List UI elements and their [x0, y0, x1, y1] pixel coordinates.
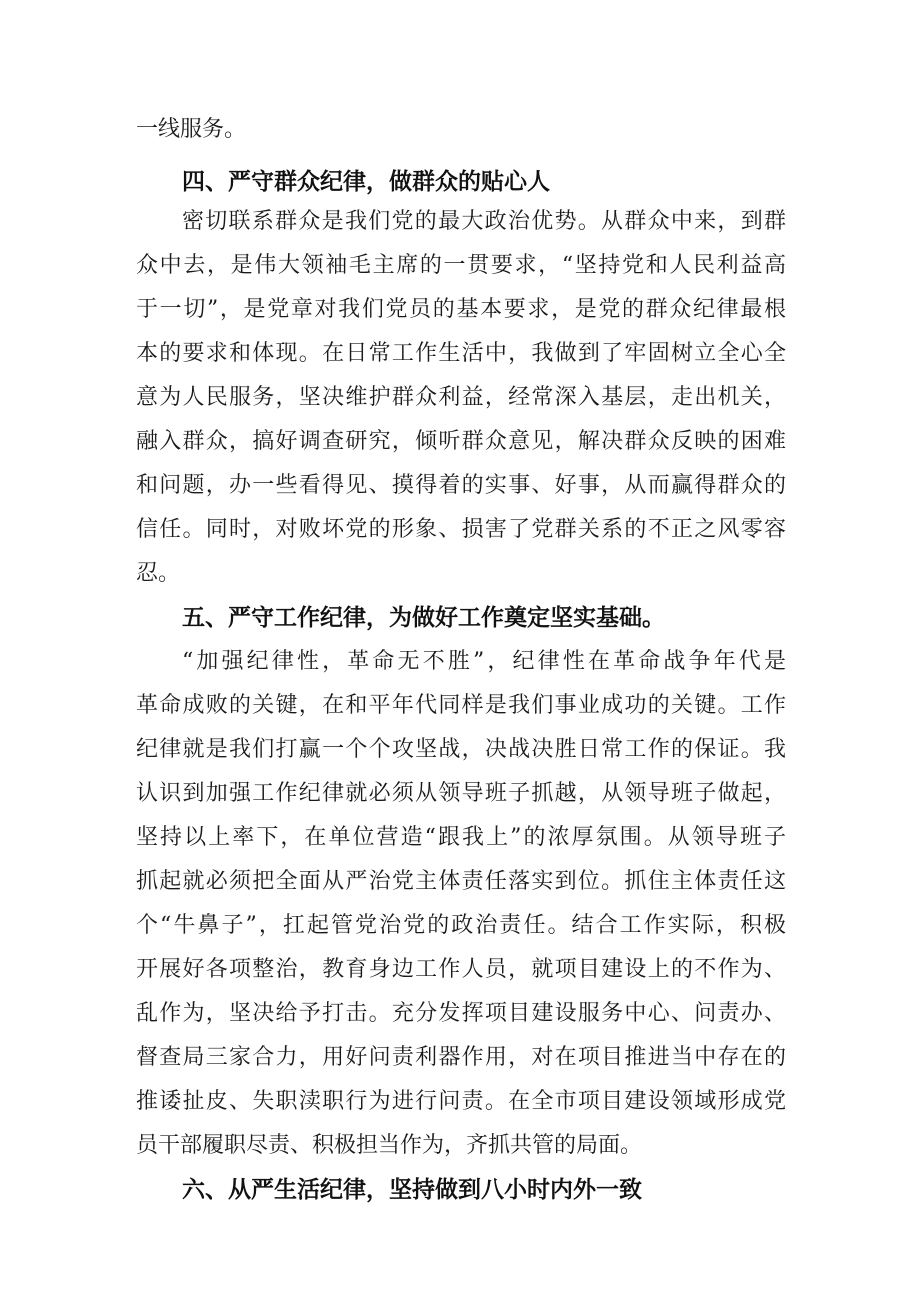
paragraph-line: 和问题，办一些看得见、摸得着的实事、好事，从而赢得群众的 [136, 473, 786, 498]
paragraph-line: 认识到加强工作纪律就必须从领导班子抓越，从领导班子做起， [136, 781, 786, 806]
paragraph-line: 忍。 [136, 561, 181, 586]
paragraph-line: 革命成败的关键，在和平年代同样是我们事业成功的关键。工作 [136, 693, 786, 718]
paragraph-line: 于一切”，是党章对我们党员的基本要求，是党的群众纪律最根 [136, 297, 786, 322]
paragraph-line: 督查局三家合力，用好问责利器作用，对在项目推进当中存在的 [136, 1045, 786, 1070]
paragraph-line: 乱作为，坚决给予打击。充分发挥项目建设服务中心、问责办、 [136, 1001, 786, 1026]
paragraph-line: 融入群众，搞好调查研究，倾听群众意见，解决群众反映的困难 [136, 429, 786, 454]
paragraph-line: 员干部履职尽责、积极担当作为，齐抓共管的局面。 [136, 1133, 643, 1158]
section-heading-4: 四、严守群众纪律，做群众的贴心人 [182, 169, 550, 195]
paragraph-line: 个“牛鼻子”，扛起管党治党的政治责任。结合工作实际，积极 [136, 913, 786, 938]
paragraph-line: 本的要求和体现。在日常工作生活中，我做到了牢固树立全心全 [136, 341, 786, 366]
paragraph-line: 密切联系群众是我们党的最大政治优势。从群众中来，到群 [182, 209, 786, 234]
paragraph-line: 坚持以上率下，在单位营造“跟我上”的浓厚氛围。从领导班子 [136, 825, 786, 850]
paragraph-line: 纪律就是我们打赢一个个攻坚战，决战决胜日常工作的保证。我 [136, 737, 786, 762]
section-heading-6: 六、从严生活纪律，坚持做到八小时内外一致 [182, 1177, 642, 1203]
paragraph-line: 信任。同时，对败坏党的形象、损害了党群关系的不正之风零容 [136, 517, 786, 542]
paragraph-line: 抓起就必须把全面从严治党主体责任落实到位。抓住主体责任这 [136, 869, 786, 894]
paragraph-line: “加强纪律性，革命无不胜”，纪律性在革命战争年代是 [182, 649, 786, 674]
section-heading-5: 五、严守工作纪律，为做好工作奠定坚实基础。 [182, 605, 665, 631]
paragraph-line: 推诿扯皮、失职渎职行为进行问责。在全市项目建设领域形成党 [136, 1089, 786, 1114]
paragraph-line: 意为人民服务，坚决维护群众利益，经常深入基层，走出机关， [136, 385, 786, 410]
paragraph-line: 开展好各项整治，教育身边工作人员，就项目建设上的不作为、 [136, 957, 786, 982]
paragraph-line: 众中去，是伟大领袖毛主席的一贯要求，“坚持党和人民利益高 [136, 253, 786, 278]
paragraph-line: 一线服务。 [136, 117, 247, 142]
